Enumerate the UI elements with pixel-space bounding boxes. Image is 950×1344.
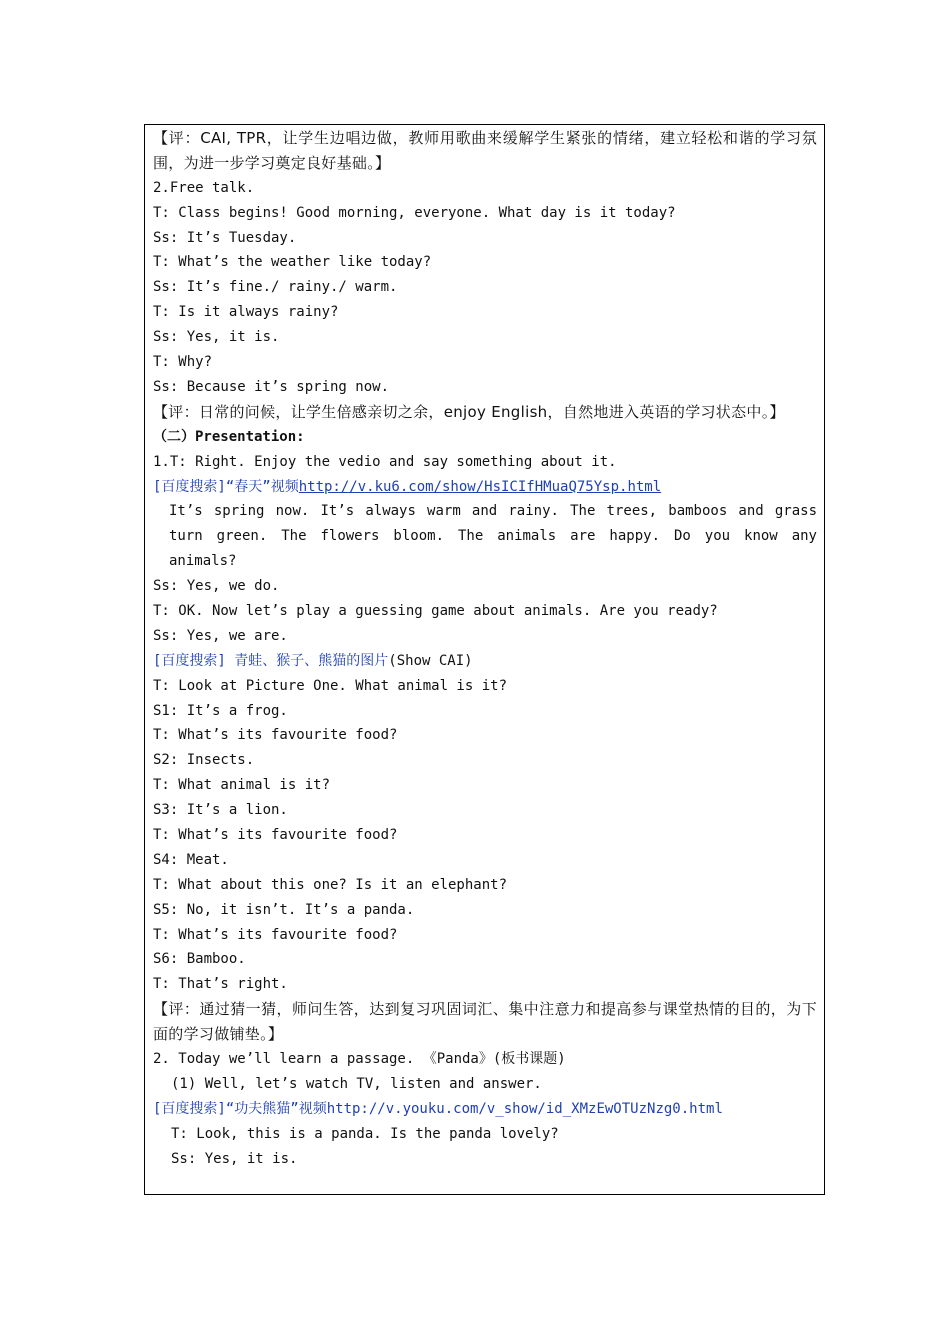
- show-cai-note: (Show CAI): [388, 652, 473, 669]
- dialog-line: S3: It’s a lion.: [153, 802, 288, 819]
- spring-video-link[interactable]: http://v.ku6.com/show/HsICIfHMuaQ75Ysp.html: [298, 478, 662, 495]
- dialog-line: T: What’s its favourite food?: [153, 827, 398, 844]
- baidu-search-tag: [百度搜索]“春天”视频: [153, 478, 299, 495]
- dialog-line: T: That’s right.: [153, 976, 288, 993]
- dialog-line: T: OK. Now let’s play a guessing game about animals. Are you ready?: [153, 603, 718, 620]
- spring-description: It’s spring now. It’s always warm and rainy. The trees, bamboos and grass turn green. The flowers bloom. The animals are happy. Do you know any animals?: [169, 503, 817, 570]
- dialog-line: Ss: Yes, we do.: [153, 578, 280, 595]
- dialog-line: T: Class begins! Good morning, everyone. What day is it today?: [153, 204, 676, 221]
- comment-cai-tpr: 【评：CAI, TPR，让学生边唱边做，教师用歌曲来缓解学生紧张的情绪，建立轻松和谐的学习氛围，为进一步学习奠定良好基础。】: [153, 129, 817, 172]
- dialog-line: T: What animal is it?: [153, 777, 331, 794]
- dialog-line: 1.T: Right. Enjoy the vedio and say something about it.: [153, 453, 617, 470]
- dialog-line: T: Why?: [153, 354, 213, 371]
- dialog-line: Ss: Yes, it is.: [171, 1150, 298, 1167]
- resource-line-kungfu-panda: [153, 1097, 817, 1122]
- dialog-line: T: Is it always rainy?: [153, 304, 339, 321]
- dialog-line: Ss: It’s fine./ rainy./ warm.: [153, 279, 398, 296]
- kungfu-panda-video-link[interactable]: http://v.youku.com/v_show/id_XMzEwOTUzNzg0.html: [326, 1100, 723, 1117]
- resource-line-pictures: [153, 649, 817, 674]
- resource-line-spring: [153, 475, 817, 500]
- dialog-line: S5: No, it isn’t. It’s a panda.: [153, 901, 415, 918]
- dialog-line: Ss: Yes, we are.: [153, 627, 288, 644]
- dialog-line: Ss: Because it’s spring now.: [153, 378, 390, 395]
- comment-greeting: 【评：日常的问候，让学生倍感亲切之余，enjoy English，自然地进入英语的学习状态中。】: [153, 402, 785, 421]
- dialog-line: T: Look, this is a panda. Is the panda lovely?: [171, 1125, 559, 1142]
- dialog-line: T: Look at Picture One. What animal is it?: [153, 677, 508, 694]
- dialog-line: Ss: It’s Tuesday.: [153, 229, 297, 246]
- watch-tv-step: (1) Well, let’s watch TV, listen and answer.: [171, 1075, 542, 1092]
- dialog-line: S4: Meat.: [153, 851, 229, 868]
- dialog-line: S2: Insects.: [153, 752, 255, 769]
- passage-intro: 2. Today we’ll learn a passage. 《Panda》(板书课题): [153, 1051, 566, 1068]
- lesson-content: [153, 126, 817, 1172]
- comment-guessing: 【评：通过猜一猜，师问生答，达到复习巩固词汇、集中注意力和提高参与课堂热情的目的，为下面的学习做铺垫。】: [153, 1000, 817, 1044]
- dialog-line: T: What’s its favourite food?: [153, 727, 398, 744]
- dialog-line: T: What’s its favourite food?: [153, 926, 398, 943]
- dialog-line: Ss: Yes, it is.: [153, 329, 280, 346]
- dialog-line: T: What about this one? Is it an elephant?: [153, 876, 508, 893]
- baidu-search-tag: [百度搜索]“功夫熊猫”视频: [153, 1100, 327, 1117]
- dialog-line: S6: Bamboo.: [153, 951, 246, 968]
- dialog-line: S1: It’s a frog.: [153, 702, 288, 719]
- presentation-heading: （二）Presentation:: [153, 428, 305, 445]
- baidu-search-tag[interactable]: [百度搜索] 青蛙、猴子、熊猫的图片: [153, 652, 389, 669]
- dialog-line: T: What’s the weather like today?: [153, 254, 432, 271]
- free-talk-heading: 2.Free talk.: [153, 179, 255, 196]
